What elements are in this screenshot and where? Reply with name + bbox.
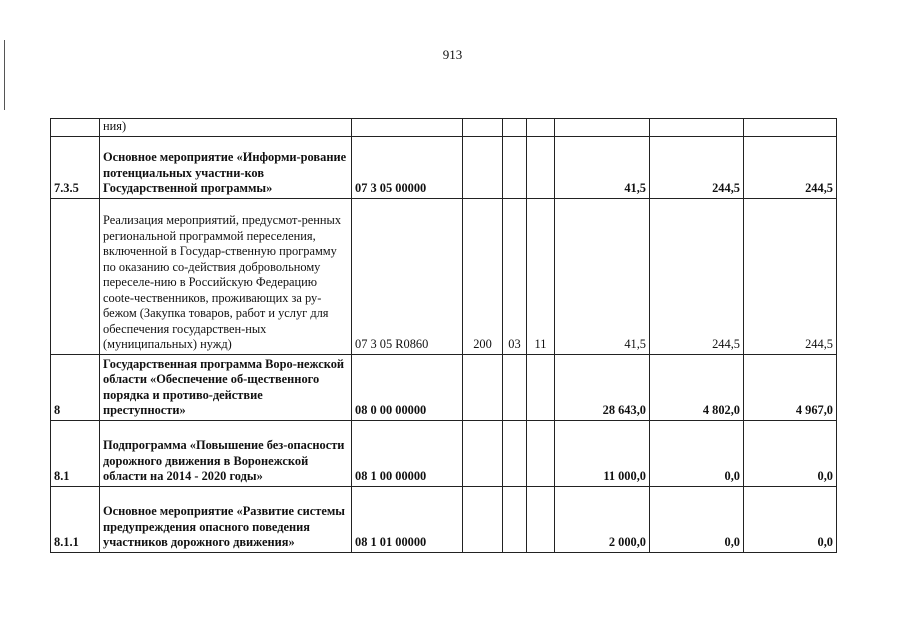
target-code-cell: 08 0 00 00000 <box>352 354 463 420</box>
row-number-cell: 7.3.5 <box>51 136 100 198</box>
table-row <box>51 486 837 552</box>
amount-year3-cell: 244,5 <box>744 136 837 198</box>
expense-type-cell <box>463 354 503 420</box>
amount-year2-cell: 244,5 <box>650 198 744 354</box>
amount-year1-cell: 11 000,0 <box>555 420 650 486</box>
target-code-cell: 08 1 00 00000 <box>352 420 463 486</box>
row-number-cell <box>51 119 100 137</box>
subsection-cell <box>527 354 555 420</box>
amount-year2-cell: 4 802,0 <box>650 354 744 420</box>
section-cell <box>503 136 527 198</box>
section-cell <box>503 420 527 486</box>
section-cell <box>503 119 527 137</box>
target-code-cell: 07 3 05 R0860 <box>352 198 463 354</box>
amount-year1-cell: 41,5 <box>555 136 650 198</box>
row-name-cell: Подпрограмма «Повышение без-опасности дорожного движения в Воронежской области на 2014 - 2020 годы» <box>100 420 352 486</box>
amount-year3-cell: 4 967,0 <box>744 354 837 420</box>
expense-type-cell: 200 <box>463 198 503 354</box>
amount-year3-cell: 244,5 <box>744 198 837 354</box>
table-row <box>51 136 837 198</box>
target-code-cell <box>352 119 463 137</box>
table-row <box>51 119 837 137</box>
row-number-cell: 8.1.1 <box>51 486 100 552</box>
subsection-cell: 11 <box>527 198 555 354</box>
row-number-cell: 8.1 <box>51 420 100 486</box>
row-name-cell: Государственная программа Воро-нежской области «Обеспечение об-щественного порядка и противо-действие преступности» <box>100 354 352 420</box>
row-number-cell <box>51 198 100 354</box>
expense-type-cell <box>463 119 503 137</box>
amount-year2-cell: 0,0 <box>650 486 744 552</box>
table-row <box>51 420 837 486</box>
row-name-cell: Реализация мероприятий, предусмот-ренных региональной программой переселения, включенной в Государ-ственную программу по оказанию со-действия добровольному переселе-нию в Российскую Федерацию соote-чественников, проживающих за ру-бежом (Закупка товаров, работ и услуг для обеспечения государствен-ных (муниципальных) нужд) <box>100 198 352 354</box>
section-cell: 03 <box>503 198 527 354</box>
amount-year3-cell: 0,0 <box>744 486 837 552</box>
row-name-cell: Основное мероприятие «Информи-рование потенциальных участни-ков Государственной программы» <box>100 136 352 198</box>
target-code-cell: 08 1 01 00000 <box>352 486 463 552</box>
expense-type-cell <box>463 420 503 486</box>
amount-year1-cell: 41,5 <box>555 198 650 354</box>
amount-year3-cell: 0,0 <box>744 420 837 486</box>
amount-year3-cell <box>744 119 837 137</box>
subsection-cell <box>527 486 555 552</box>
amount-year2-cell: 244,5 <box>650 136 744 198</box>
expense-type-cell <box>463 136 503 198</box>
subsection-cell <box>527 420 555 486</box>
row-number-cell: 8 <box>51 354 100 420</box>
row-name-cell: Основное мероприятие «Развитие системы предупреждения опасного поведения участников дорожного движения» <box>100 486 352 552</box>
subsection-cell <box>527 119 555 137</box>
section-cell <box>503 486 527 552</box>
amount-year1-cell <box>555 119 650 137</box>
row-name-cell: ния) <box>100 119 352 137</box>
page-number: 913 <box>442 47 463 62</box>
amount-year2-cell <box>650 119 744 137</box>
target-code-cell: 07 3 05 00000 <box>352 136 463 198</box>
expense-type-cell <box>463 486 503 552</box>
amount-year2-cell: 0,0 <box>650 420 744 486</box>
section-cell <box>503 354 527 420</box>
amount-year1-cell: 2 000,0 <box>555 486 650 552</box>
table-row <box>51 198 837 354</box>
amount-year1-cell: 28 643,0 <box>555 354 650 420</box>
subsection-cell <box>527 136 555 198</box>
budget-table <box>50 118 837 553</box>
table-row <box>51 354 837 420</box>
